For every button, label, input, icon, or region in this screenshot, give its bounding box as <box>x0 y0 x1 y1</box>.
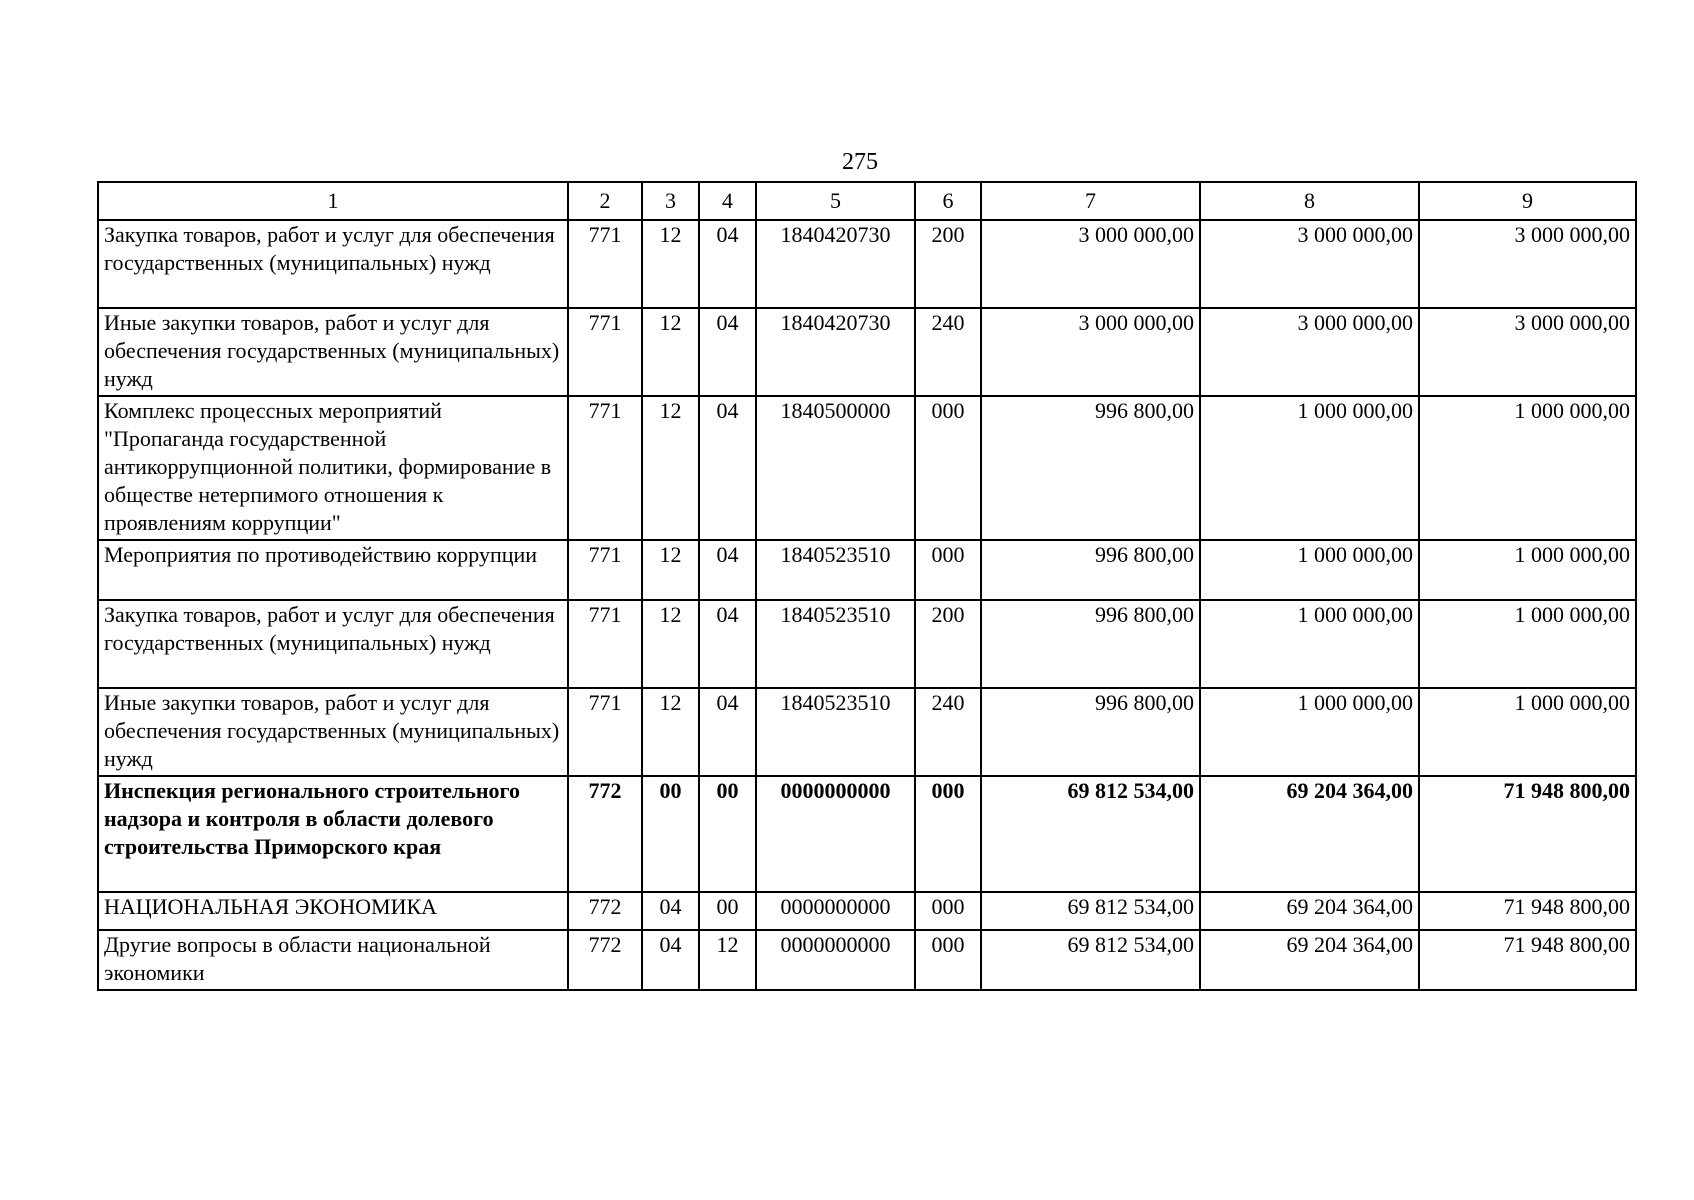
row-code-6: 000 <box>915 540 981 600</box>
column-header: 7 <box>981 182 1200 220</box>
row-code-2: 772 <box>568 892 642 930</box>
row-code-3: 12 <box>642 540 699 600</box>
header-row <box>98 182 1636 220</box>
table-row <box>98 776 1636 892</box>
row-code-3: 12 <box>642 600 699 688</box>
column-header: 5 <box>756 182 915 220</box>
column-header: 9 <box>1419 182 1636 220</box>
row-code-2: 771 <box>568 220 642 308</box>
row-sum-8: 1 000 000,00 <box>1200 540 1419 600</box>
column-header: 4 <box>699 182 756 220</box>
row-code-3: 12 <box>642 688 699 776</box>
row-sum-9: 71 948 800,00 <box>1419 930 1636 990</box>
row-sum-9: 3 000 000,00 <box>1419 308 1636 396</box>
row-sum-7: 996 800,00 <box>981 540 1200 600</box>
row-code-6: 000 <box>915 776 981 892</box>
row-sum-8: 69 204 364,00 <box>1200 930 1419 990</box>
row-name: Комплекс процессных мероприятий "Пропаганда государственной антикоррупционной политики, формирование в обществе нетерпимого отношения к проявлениям коррупции" <box>98 396 568 540</box>
row-sum-7: 3 000 000,00 <box>981 308 1200 396</box>
row-code-4: 04 <box>699 600 756 688</box>
row-sum-8: 3 000 000,00 <box>1200 220 1419 308</box>
budget-table <box>97 181 1637 991</box>
row-sum-9: 1 000 000,00 <box>1419 540 1636 600</box>
row-sum-7: 996 800,00 <box>981 688 1200 776</box>
table-row <box>98 600 1636 688</box>
row-code-4: 00 <box>699 892 756 930</box>
row-code-3: 12 <box>642 220 699 308</box>
row-code-3: 12 <box>642 308 699 396</box>
row-code-4: 00 <box>699 776 756 892</box>
row-name: Другие вопросы в области национальной экономики <box>98 930 568 990</box>
table-row <box>98 396 1636 540</box>
row-name: Закупка товаров, работ и услуг для обеспечения государственных (муниципальных) нужд <box>98 600 568 688</box>
row-name: Мероприятия по противодействию коррупции <box>98 540 568 600</box>
row-code-6: 240 <box>915 688 981 776</box>
row-name: Закупка товаров, работ и услуг для обеспечения государственных (муниципальных) нужд <box>98 220 568 308</box>
row-code-5: 0000000000 <box>756 892 915 930</box>
row-code-6: 000 <box>915 930 981 990</box>
row-code-5: 0000000000 <box>756 776 915 892</box>
table-row <box>98 220 1636 308</box>
row-sum-9: 1 000 000,00 <box>1419 688 1636 776</box>
row-sum-7: 996 800,00 <box>981 396 1200 540</box>
row-code-5: 1840500000 <box>756 396 915 540</box>
row-sum-8: 3 000 000,00 <box>1200 308 1419 396</box>
row-code-4: 04 <box>699 396 756 540</box>
row-sum-7: 69 812 534,00 <box>981 892 1200 930</box>
table-row <box>98 688 1636 776</box>
row-code-3: 00 <box>642 776 699 892</box>
column-header: 2 <box>568 182 642 220</box>
table-row <box>98 308 1636 396</box>
row-code-5: 1840523510 <box>756 688 915 776</box>
row-code-2: 771 <box>568 308 642 396</box>
row-code-3: 04 <box>642 930 699 990</box>
table-row <box>98 892 1636 930</box>
row-code-4: 04 <box>699 688 756 776</box>
column-header: 8 <box>1200 182 1419 220</box>
row-sum-7: 69 812 534,00 <box>981 930 1200 990</box>
row-code-6: 200 <box>915 220 981 308</box>
row-sum-7: 69 812 534,00 <box>981 776 1200 892</box>
row-code-4: 04 <box>699 540 756 600</box>
row-sum-9: 71 948 800,00 <box>1419 776 1636 892</box>
row-name: Инспекция регионального строительного надзора и контроля в области долевого строительства Приморского края <box>98 776 568 892</box>
row-sum-8: 69 204 364,00 <box>1200 776 1419 892</box>
row-code-4: 04 <box>699 220 756 308</box>
row-code-2: 771 <box>568 396 642 540</box>
row-code-6: 000 <box>915 396 981 540</box>
row-code-2: 771 <box>568 600 642 688</box>
row-code-5: 0000000000 <box>756 930 915 990</box>
column-header: 1 <box>98 182 568 220</box>
row-sum-9: 1 000 000,00 <box>1419 396 1636 540</box>
row-sum-8: 69 204 364,00 <box>1200 892 1419 930</box>
row-code-5: 1840420730 <box>756 308 915 396</box>
row-sum-7: 3 000 000,00 <box>981 220 1200 308</box>
row-name: НАЦИОНАЛЬНАЯ ЭКОНОМИКА <box>98 892 568 930</box>
row-code-2: 772 <box>568 930 642 990</box>
table-row <box>98 540 1636 600</box>
row-sum-8: 1 000 000,00 <box>1200 600 1419 688</box>
row-sum-8: 1 000 000,00 <box>1200 688 1419 776</box>
row-code-2: 772 <box>568 776 642 892</box>
row-sum-9: 3 000 000,00 <box>1419 220 1636 308</box>
column-header: 3 <box>642 182 699 220</box>
row-code-6: 240 <box>915 308 981 396</box>
row-sum-7: 996 800,00 <box>981 600 1200 688</box>
row-sum-9: 71 948 800,00 <box>1419 892 1636 930</box>
row-code-4: 04 <box>699 308 756 396</box>
row-code-4: 12 <box>699 930 756 990</box>
row-code-6: 200 <box>915 600 981 688</box>
row-code-5: 1840523510 <box>756 600 915 688</box>
table-body <box>98 220 1636 990</box>
row-code-3: 12 <box>642 396 699 540</box>
row-code-2: 771 <box>568 540 642 600</box>
row-code-5: 1840420730 <box>756 220 915 308</box>
row-name: Иные закупки товаров, работ и услуг для обеспечения государственных (муниципальных) нужд <box>98 308 568 396</box>
table-row <box>98 930 1636 990</box>
row-code-2: 771 <box>568 688 642 776</box>
row-code-5: 1840523510 <box>756 540 915 600</box>
row-name: Иные закупки товаров, работ и услуг для обеспечения государственных (муниципальных) нужд <box>98 688 568 776</box>
row-code-6: 000 <box>915 892 981 930</box>
page-number: 275 <box>842 149 878 175</box>
row-sum-8: 1 000 000,00 <box>1200 396 1419 540</box>
column-header: 6 <box>915 182 981 220</box>
row-sum-9: 1 000 000,00 <box>1419 600 1636 688</box>
row-code-3: 04 <box>642 892 699 930</box>
